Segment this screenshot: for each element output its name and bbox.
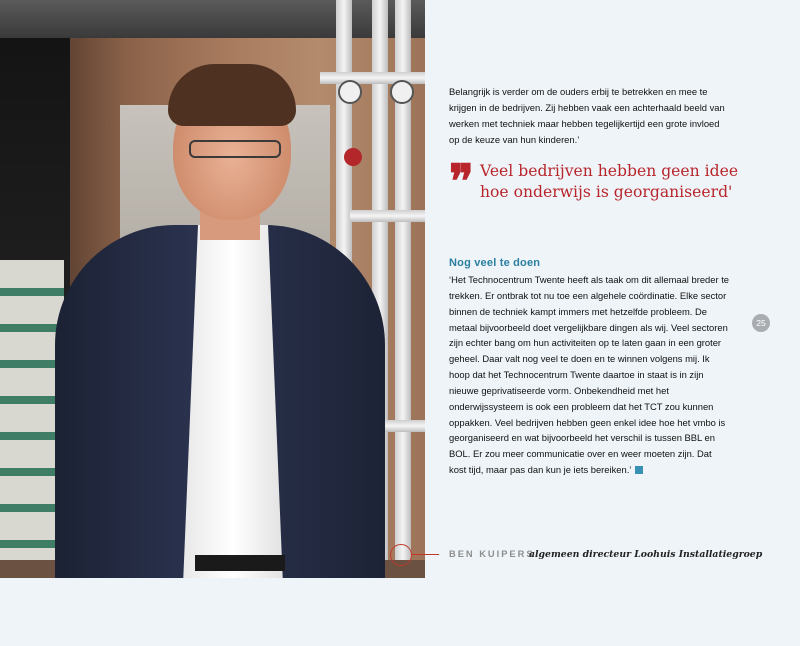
intro-paragraph: Belangrijk is verder om de ouders erbij te betrekken en mee te krijgen in de bedrijven. Zij hebben vaak een achterhaald beeld van werken met techniek maar hebben tegelijkertijd een grote invloed op de keuze van hun kinderen.’ [449, 86, 725, 145]
page-number: 25 [752, 314, 770, 332]
portrait-photo [0, 0, 425, 578]
end-mark-icon [635, 466, 643, 474]
photo-gauge [390, 80, 414, 104]
person-shirt [183, 225, 283, 578]
caption-line [411, 554, 439, 555]
person-hair [168, 64, 296, 126]
body-paragraph-text: ‘Het Technocentrum Twente heeft als taak om dit allemaal breder te trekken. Er ontbrak tot nu toe een algehele coördinatie. Elke sector binnen de techniek kampt immers met hetzelfde probleem. De metaal bijvoorbeeld doet vergelijkbare dingen als wij. Veel sectoren zijn echter bang om hun activiteiten op te laten gaan in een groter geheel. Daar valt nog veel te doen en te winnen volgens mij. Ik hoop dat het Technocentrum Twente daartoe in staat is in zijn nieuwe geprivatiseerde vorm. Onbekendheid met het onderwijssysteem is ook een probleem dat het TCT zou kunnen oppakken. Veel bedrijven hebben geen enkel idee hoe het vmbo is georganiseerd en wat bijvoorbeeld het verschil is tussen BBL en BOL. Er zou meer communicatie over en weer moeten zijn. Dat kost tijd, maar pas dan kun je iets bereiken.’ [449, 274, 730, 476]
photo-ceiling-beam [0, 0, 425, 38]
person-belt [195, 555, 285, 571]
photo-person [55, 60, 385, 578]
person-glasses [189, 140, 281, 158]
quote-mark-icon: ❞ [449, 154, 474, 208]
caption-name: BEN KUIPERS [449, 549, 535, 559]
caption-ring-icon [390, 544, 412, 566]
pull-quote: Veel bedrijven hebben geen idee hoe onderwijs is georganiseerd' [480, 162, 739, 201]
caption-role: algemeen directeur Loohuis Installatiegroep [529, 549, 763, 560]
section-heading: Nog veel te doen [449, 257, 541, 269]
body-paragraph [449, 272, 731, 478]
